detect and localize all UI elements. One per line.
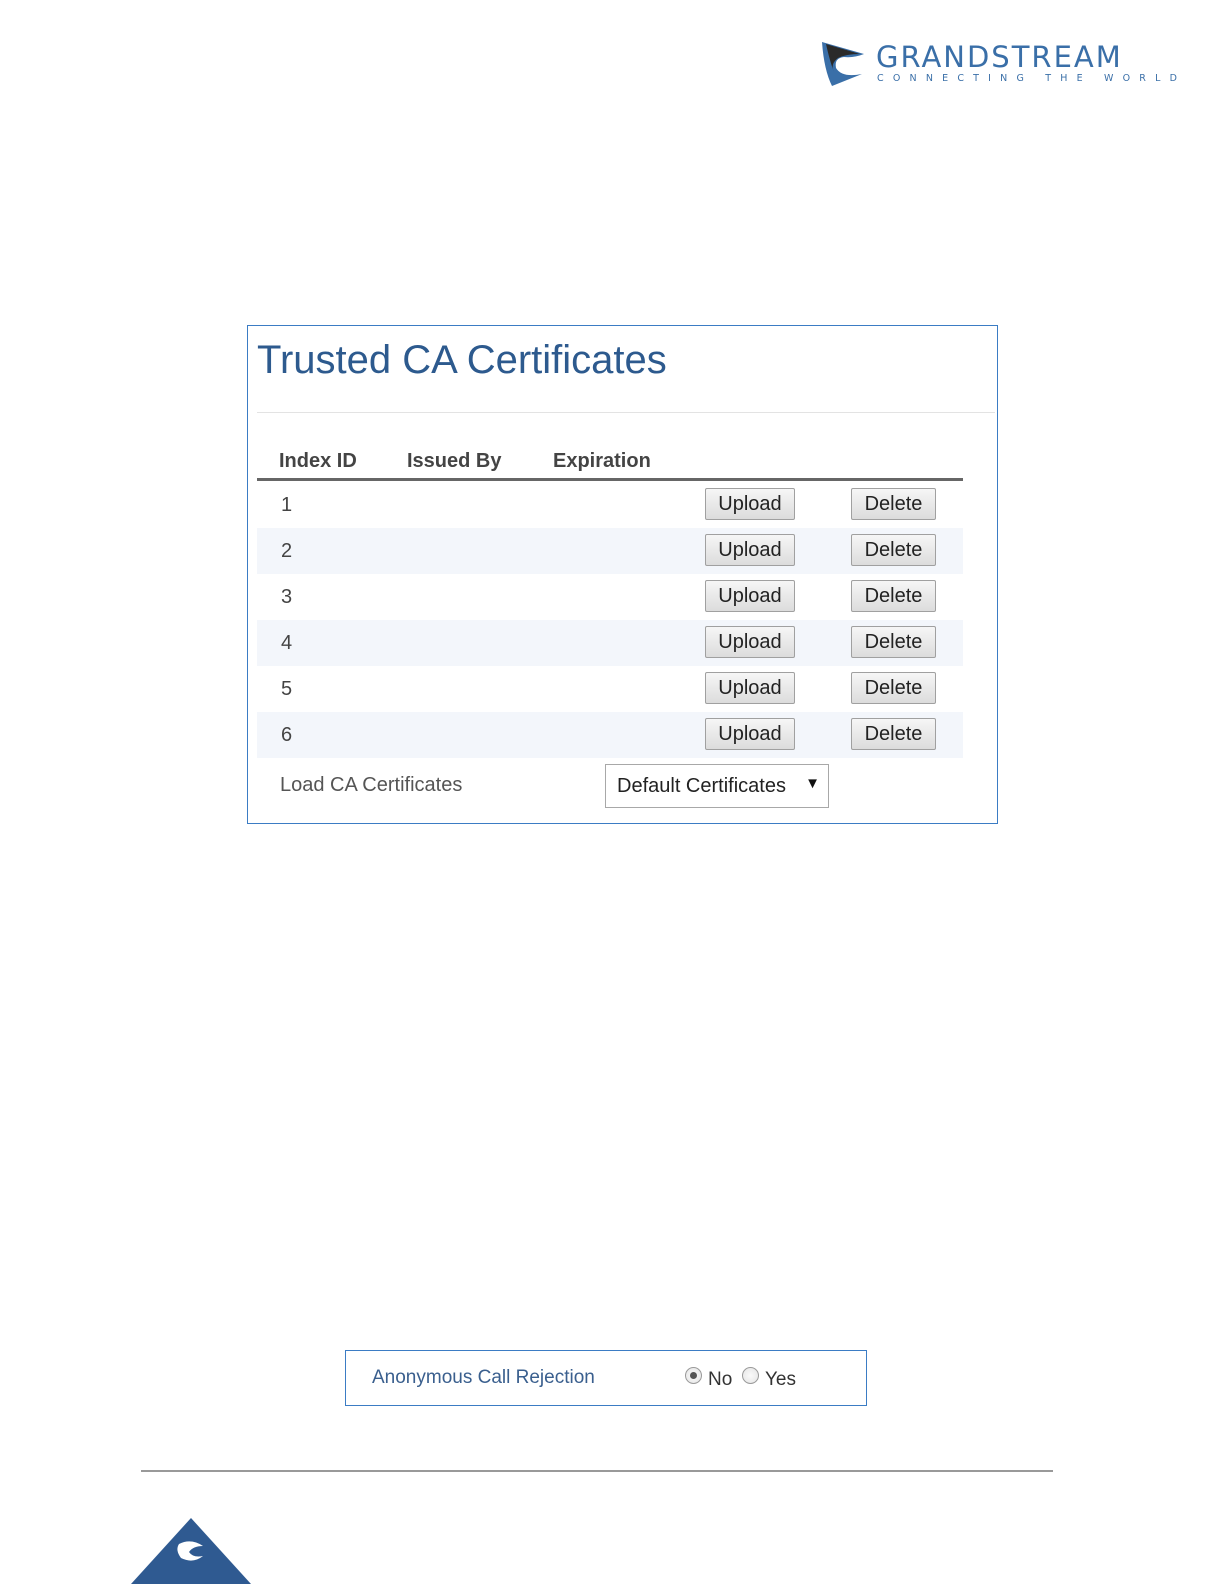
column-header-expiration: Expiration	[553, 450, 651, 472]
header-divider	[257, 478, 963, 481]
row-index: 3	[281, 586, 293, 608]
title-divider	[257, 412, 995, 413]
table-row	[257, 528, 963, 574]
row-index: 6	[281, 724, 293, 746]
radio-no[interactable]	[685, 1367, 702, 1384]
caret-down-icon: ▼	[805, 775, 820, 792]
row-index: 1	[281, 494, 293, 516]
upload-button[interactable]: Upload	[705, 580, 795, 612]
row-index: 4	[281, 632, 293, 654]
delete-button[interactable]: Delete	[851, 488, 936, 520]
row-index: 5	[281, 678, 293, 700]
anonymous-call-rejection-label: Anonymous Call Rejection	[372, 1367, 595, 1388]
upload-button[interactable]: Upload	[705, 672, 795, 704]
column-header-issued-by: Issued By	[407, 450, 502, 472]
upload-button[interactable]: Upload	[705, 626, 795, 658]
radio-yes-label: Yes	[765, 1369, 796, 1390]
footer-divider	[141, 1470, 1053, 1472]
load-ca-selected-value: Default Certificates	[617, 775, 786, 797]
brand-name: GRANDSTREAM	[876, 40, 1123, 74]
upload-button[interactable]: Upload	[705, 534, 795, 566]
delete-button[interactable]: Delete	[851, 718, 936, 750]
grandstream-footer-icon	[131, 1518, 251, 1584]
upload-button[interactable]: Upload	[705, 718, 795, 750]
upload-button[interactable]: Upload	[705, 488, 795, 520]
delete-button[interactable]: Delete	[851, 580, 936, 612]
panel-title: Trusted CA Certificates	[257, 338, 667, 382]
trusted-ca-panel	[247, 325, 998, 824]
radio-yes[interactable]	[742, 1367, 759, 1384]
radio-no-label: No	[708, 1369, 733, 1390]
table-row	[257, 574, 963, 620]
table-row	[257, 666, 963, 712]
table-row	[257, 620, 963, 666]
anonymous-call-rejection-panel	[345, 1350, 867, 1406]
table-row	[257, 712, 963, 758]
load-ca-select[interactable]	[605, 764, 829, 808]
delete-button[interactable]: Delete	[851, 626, 936, 658]
column-header-index-id: Index ID	[279, 450, 357, 472]
grandstream-logo-icon	[820, 40, 866, 88]
delete-button[interactable]: Delete	[851, 672, 936, 704]
brand-tagline: CONNECTING THE WORLD	[877, 73, 1187, 84]
load-ca-label: Load CA Certificates	[280, 774, 463, 796]
grandstream-logo	[820, 38, 1187, 90]
delete-button[interactable]: Delete	[851, 534, 936, 566]
table-row	[257, 482, 963, 528]
row-index: 2	[281, 540, 293, 562]
